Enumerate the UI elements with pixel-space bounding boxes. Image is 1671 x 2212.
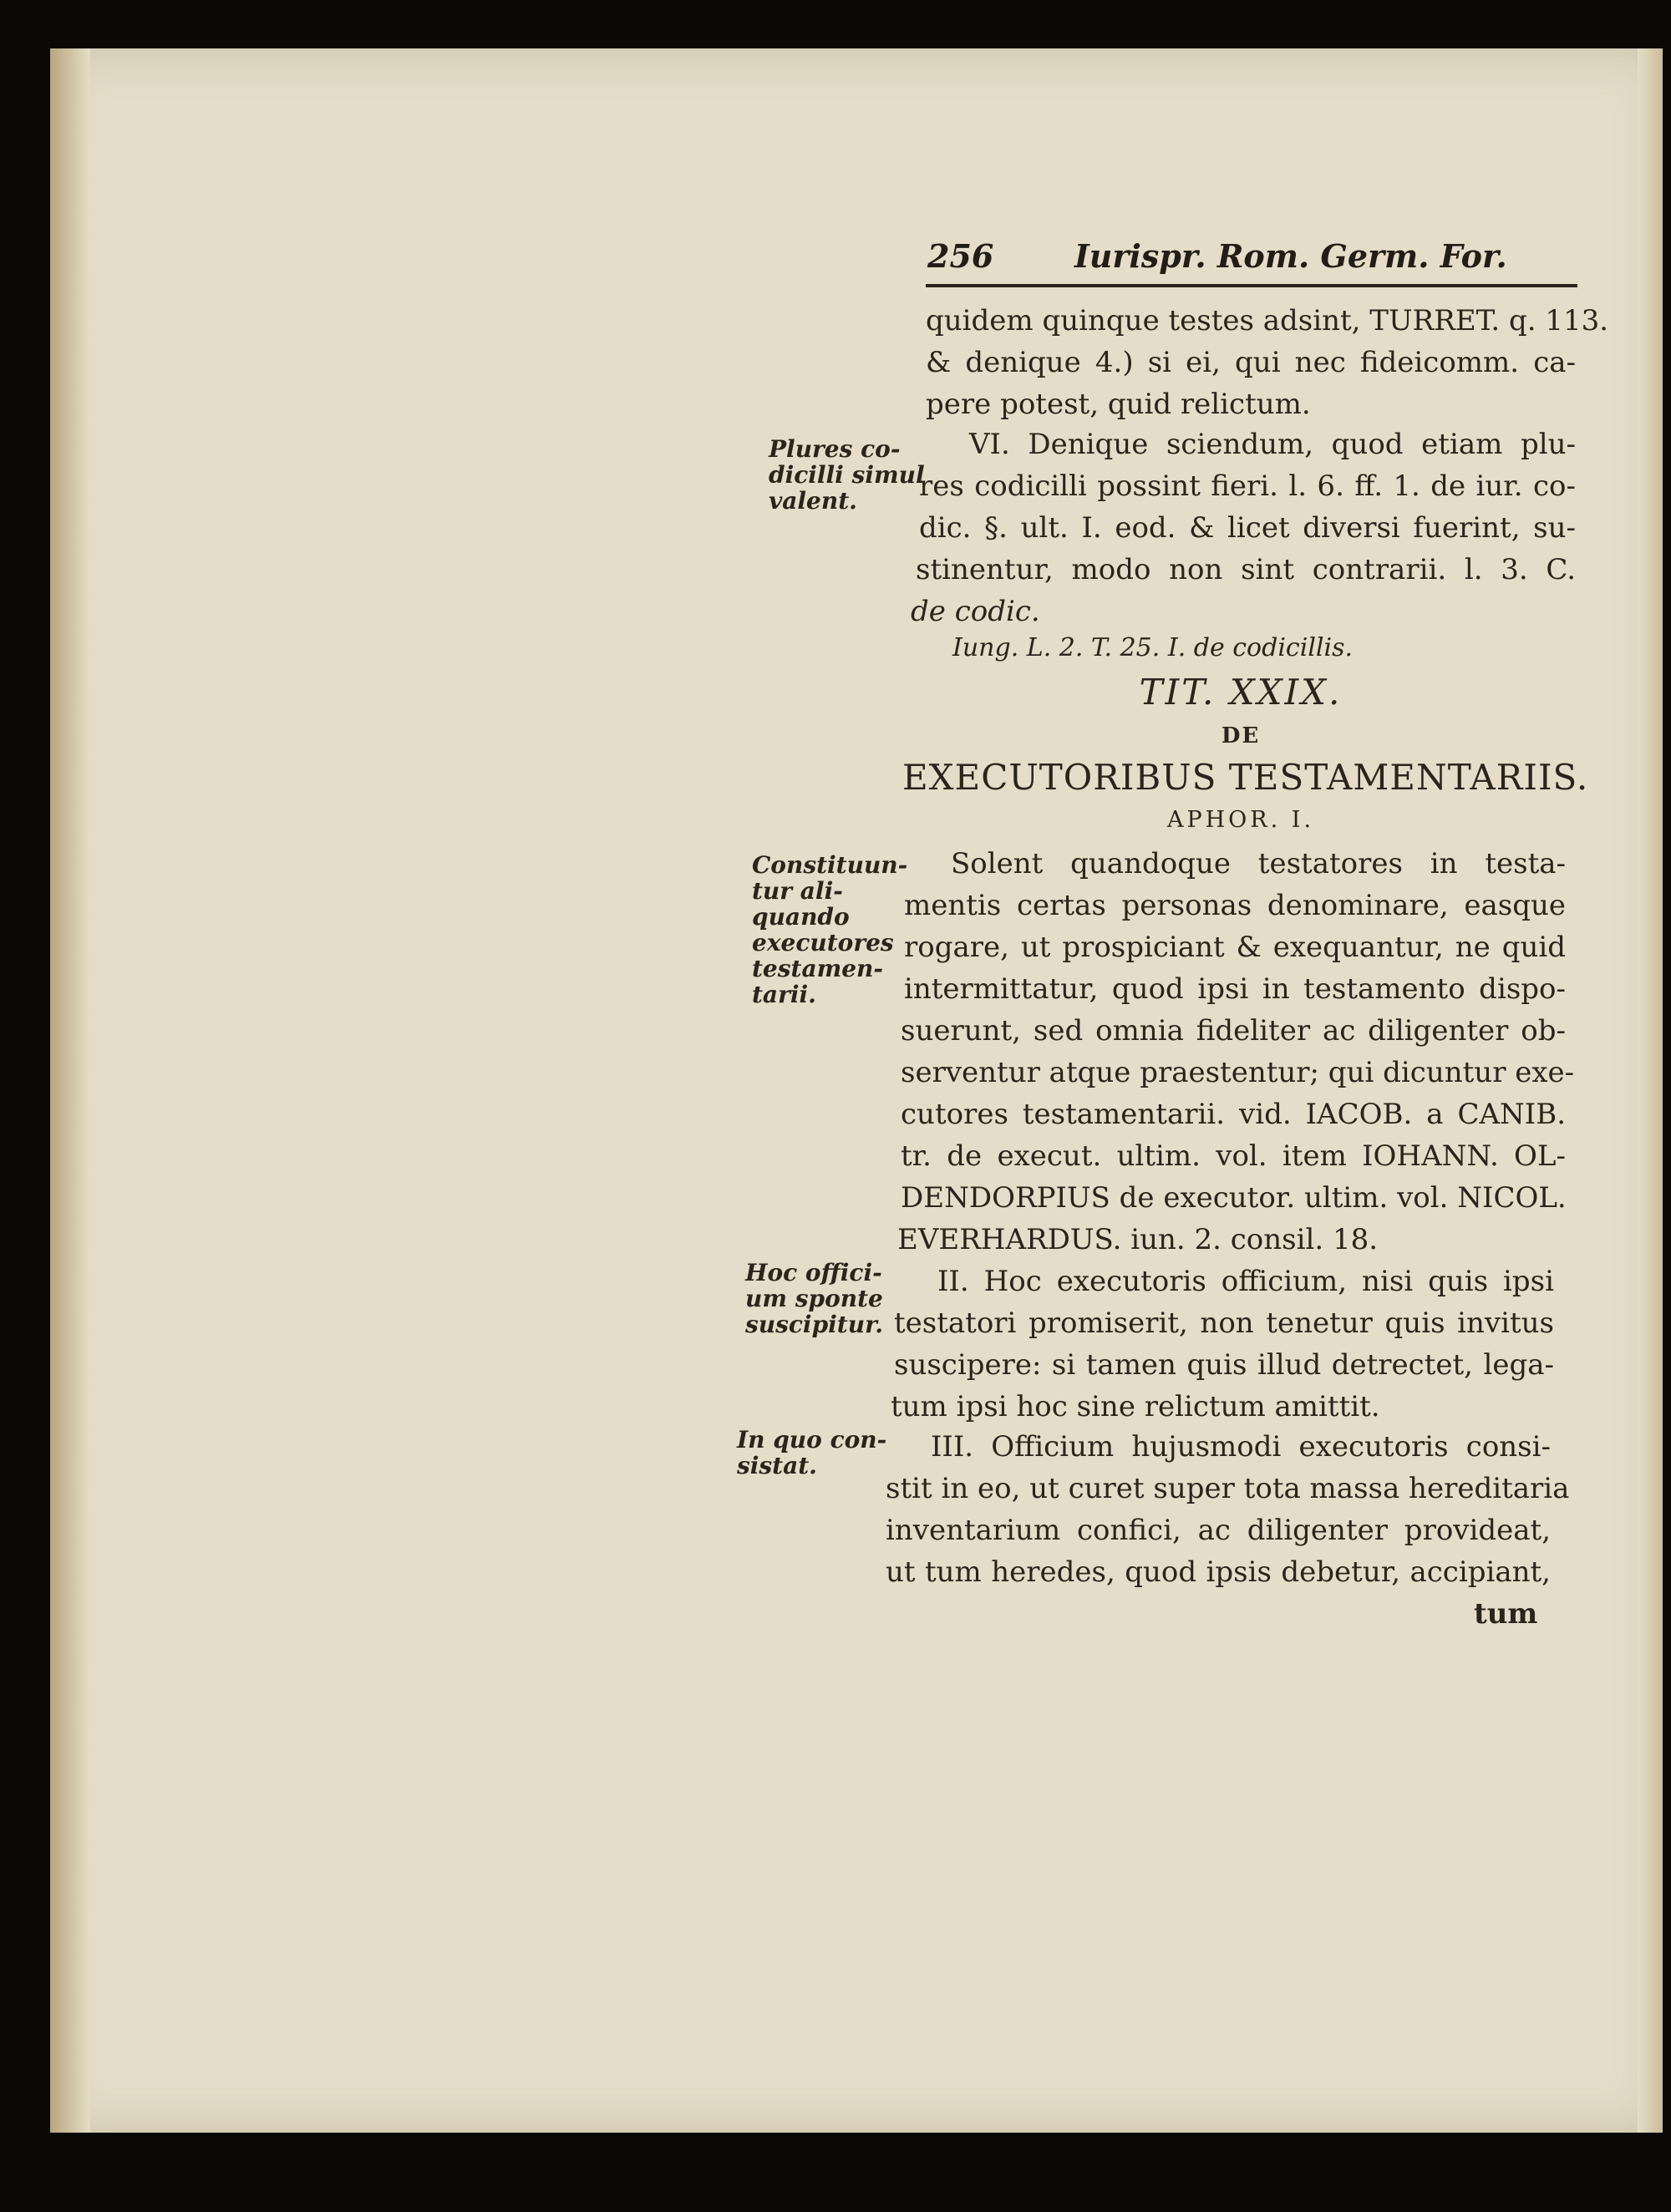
body-line: dic. §. ult. I. eod. & licet diversi fuerint, su-: [919, 511, 1576, 545]
title-number: TIT. XXIX.: [1139, 672, 1343, 713]
margin-note-line: Plures co-: [769, 435, 901, 463]
margin-note-line: executores: [752, 929, 894, 956]
cross-reference: Iung. L. 2. T. 25. I. de codicillis.: [952, 633, 1354, 662]
body-line: suscipere: si tamen quis illud detrectet, lega-: [894, 1348, 1554, 1382]
body-line: rogare, ut prospiciant & exequantur, ne quid: [904, 931, 1566, 964]
body-line: inventarium confici, ac diligenter provideat,: [886, 1514, 1551, 1547]
body-line: DENDORPIUS de executor. ultim. vol. NICOL.: [901, 1181, 1567, 1215]
margin-note-line: valent.: [769, 487, 857, 515]
body-line: quidem quinque testes adsint, TURRET. q. 113.: [926, 304, 1609, 337]
body-line: serventur atque praestentur; qui dicuntur exe-: [901, 1056, 1575, 1089]
body-line: VI. Denique sciendum, quod etiam plu-: [969, 428, 1576, 461]
margin-note-hoc-officium: [745, 1260, 883, 1337]
aphorism-heading: APHOR. I.: [1166, 807, 1315, 833]
margin-note-line: testamen-: [752, 955, 884, 982]
margin-note-in-quo-consistat: [737, 1427, 886, 1479]
body-line: II. Hoc executoris officium, nisi quis ipsi: [937, 1265, 1554, 1298]
margin-note-line: Constituun-: [752, 851, 908, 879]
margin-note-line: quando: [752, 903, 850, 931]
body-line: & denique 4.) si ei, qui nec fideicomm. ca-: [926, 346, 1576, 379]
body-line: mentis certas personas denominare, easque: [904, 889, 1566, 922]
margin-note-line: In quo con-: [737, 1426, 887, 1454]
body-line: pere potest, quid relictum.: [926, 388, 1311, 421]
page-spine-shadow: [50, 48, 90, 2133]
body-line: EVERHARDUS. iun. 2. consil. 18.: [897, 1223, 1379, 1256]
body-line: stit in eo, ut curet super tota massa hereditaria: [886, 1472, 1570, 1505]
margin-note-line: suscipitur.: [745, 1311, 884, 1338]
margin-note-line: um sponte: [745, 1285, 883, 1312]
running-header: [926, 232, 1577, 284]
margin-note-line: dicilli simul: [769, 461, 925, 489]
page-number: 256: [927, 237, 994, 275]
body-line: suerunt, sed omnia fideliter ac diligenter ob-: [901, 1014, 1566, 1048]
body-line: cutores testamentarii. vid. IACOB. a CANIB.: [901, 1098, 1566, 1131]
body-line: tum ipsi hoc sine relictum amittit.: [891, 1390, 1380, 1423]
title-subject: EXECUTORIBUS TESTAMENTARIIS.: [902, 757, 1589, 798]
body-line: stinentur, modo non sint contrarii. l. 3. C.: [916, 553, 1576, 586]
body-line: intermittatur, quod ipsi in testamento dispo-: [904, 972, 1566, 1006]
header-rule: [926, 284, 1577, 287]
body-line: res codicilli possint fieri. l. 6. ff. 1. de iur. co-: [919, 469, 1576, 503]
margin-note-constituuntur: [752, 852, 907, 1007]
margin-note-line: Hoc offici-: [745, 1259, 882, 1286]
catchword: tum: [1474, 1597, 1538, 1631]
body-line: testatori promiserit, non tenetur quis invitus: [894, 1306, 1554, 1340]
page-right-edge: [1638, 48, 1663, 2133]
body-line: ut tum heredes, quod ipsis debetur, accipiant,: [886, 1555, 1551, 1589]
body-line: III. Officium hujusmodi executoris consi-: [931, 1430, 1551, 1464]
margin-note-line: tur ali-: [752, 877, 843, 905]
title-de: DE: [1221, 723, 1261, 748]
running-title: Iurispr. Rom. Germ. For.: [1074, 237, 1507, 275]
margin-note-plures-codicilli: [769, 436, 925, 514]
margin-note-line: sistat.: [737, 1452, 817, 1479]
body-line: Solent quandoque testatores in testa-: [951, 847, 1566, 880]
margin-note-line: tarii.: [752, 981, 816, 1008]
body-line: de codic.: [911, 595, 1040, 628]
body-line: tr. de execut. ultim. vol. item IOHANN. OL-: [901, 1139, 1566, 1173]
